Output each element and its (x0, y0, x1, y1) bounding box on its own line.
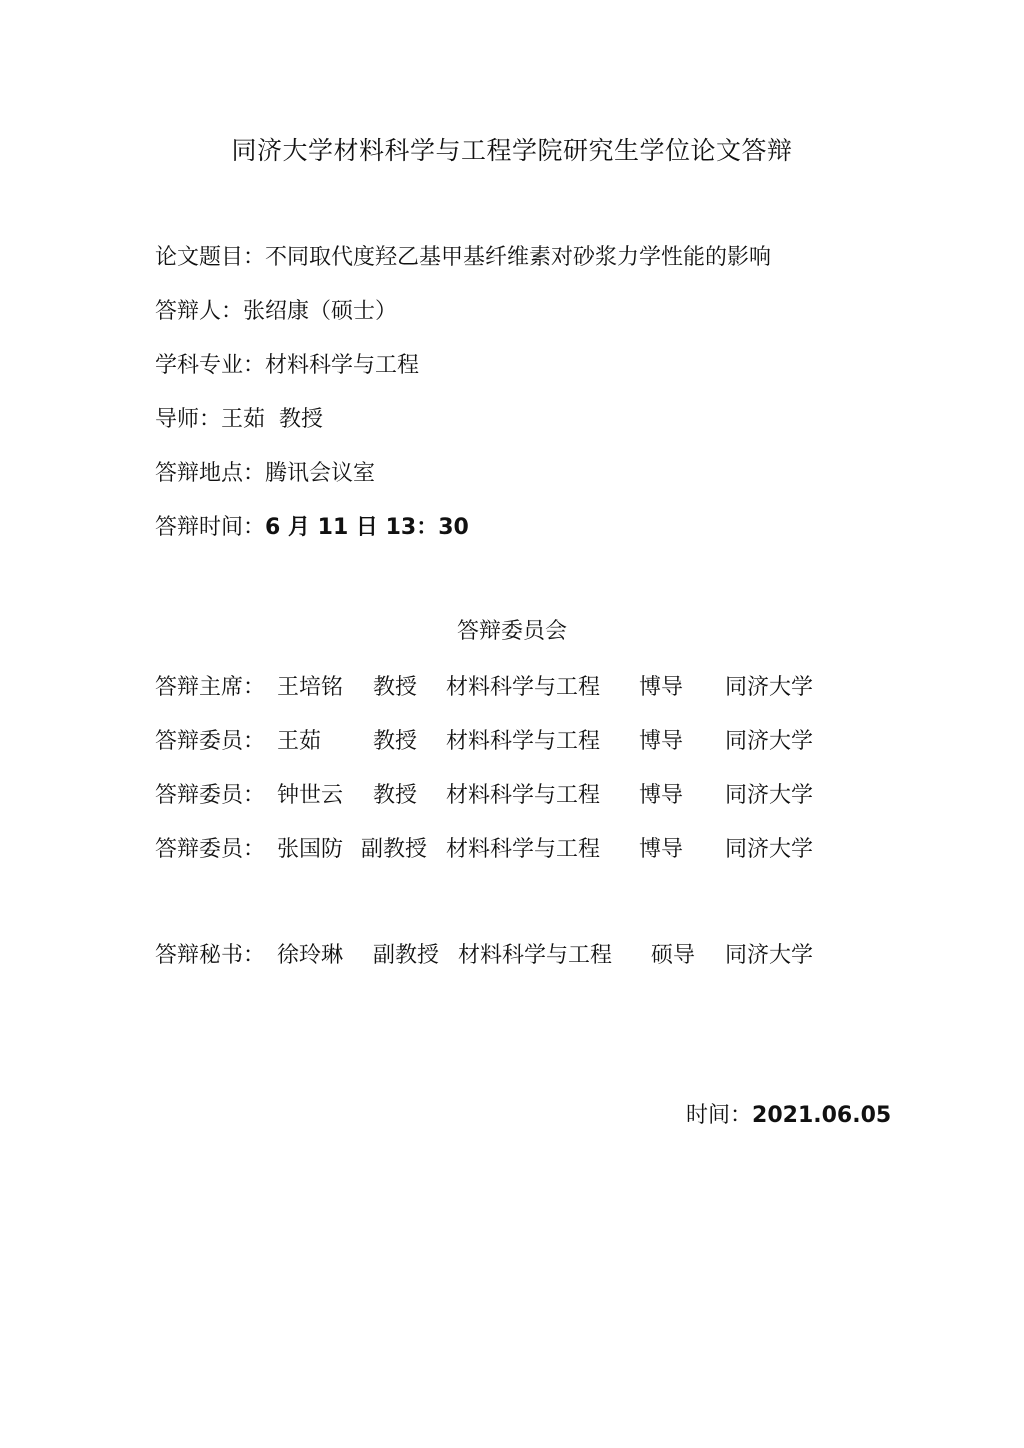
major-value: 材料科学与工程 (265, 353, 420, 378)
secretary-rank: 副教授 (373, 943, 440, 968)
member-supervisor: 博导 (639, 675, 684, 700)
member-role: 答辩委员： (155, 837, 266, 862)
member-org: 同济大学 (725, 729, 814, 754)
committee-heading: 答辩委员会 (456, 619, 567, 644)
secretary-supervisor: 硕导 (651, 943, 696, 968)
member-org: 同济大学 (725, 783, 814, 808)
member-name: 钟世云 (277, 783, 344, 808)
thesis-title-label: 论文题目： (155, 245, 266, 270)
member-field: 材料科学与工程 (446, 837, 601, 862)
member-supervisor: 博导 (639, 837, 684, 862)
member-rank: 教授 (373, 675, 418, 700)
footer-date-line (686, 1101, 891, 1131)
secretary-org: 同济大学 (725, 943, 814, 968)
document-title: 同济大学材料科学与工程学院研究生学位论文答辩 (231, 136, 793, 165)
member-field: 材料科学与工程 (446, 729, 601, 754)
defender-line (155, 297, 397, 327)
defender-value: 张绍康（硕士） (243, 299, 398, 324)
defense-time-value: 6 月 11 日 13：30 (265, 515, 469, 540)
member-name: 王培铭 (277, 675, 344, 700)
secretary-name: 徐玲琳 (277, 943, 344, 968)
member-rank: 副教授 (361, 837, 428, 862)
member-name: 张国防 (277, 837, 344, 862)
location-label: 答辩地点： (155, 461, 266, 486)
member-field: 材料科学与工程 (446, 783, 601, 808)
member-role: 答辩委员： (155, 729, 266, 754)
defense-time-line (155, 513, 469, 543)
member-role: 答辩主席： (155, 675, 266, 700)
footer-date-value: 2021.06.05 (752, 1103, 892, 1128)
member-supervisor: 博导 (639, 729, 684, 754)
member-rank: 教授 (373, 729, 418, 754)
member-role: 答辩委员： (155, 783, 266, 808)
member-org: 同济大学 (725, 675, 814, 700)
advisor-line (155, 405, 323, 435)
member-field: 材料科学与工程 (446, 675, 601, 700)
location-line (155, 459, 375, 489)
thesis-title-value: 不同取代度羟乙基甲基纤维素对砂浆力学性能的影响 (265, 245, 772, 270)
advisor-label: 导师： (155, 407, 222, 432)
major-label: 学科专业： (155, 353, 266, 378)
defender-label: 答辩人： (155, 299, 244, 324)
secretary-role: 答辩秘书： (155, 943, 266, 968)
advisor-value: 王茹 教授 (221, 407, 324, 432)
member-supervisor: 博导 (639, 783, 684, 808)
footer-date-label: 时间： (686, 1103, 753, 1128)
member-org: 同济大学 (725, 837, 814, 862)
location-value: 腾讯会议室 (265, 461, 376, 486)
thesis-title-line (155, 243, 771, 273)
secretary-field: 材料科学与工程 (458, 943, 613, 968)
major-line (155, 351, 419, 381)
member-name: 王茹 (277, 729, 322, 754)
member-rank: 教授 (373, 783, 418, 808)
defense-time-label: 答辩时间： (155, 515, 266, 540)
